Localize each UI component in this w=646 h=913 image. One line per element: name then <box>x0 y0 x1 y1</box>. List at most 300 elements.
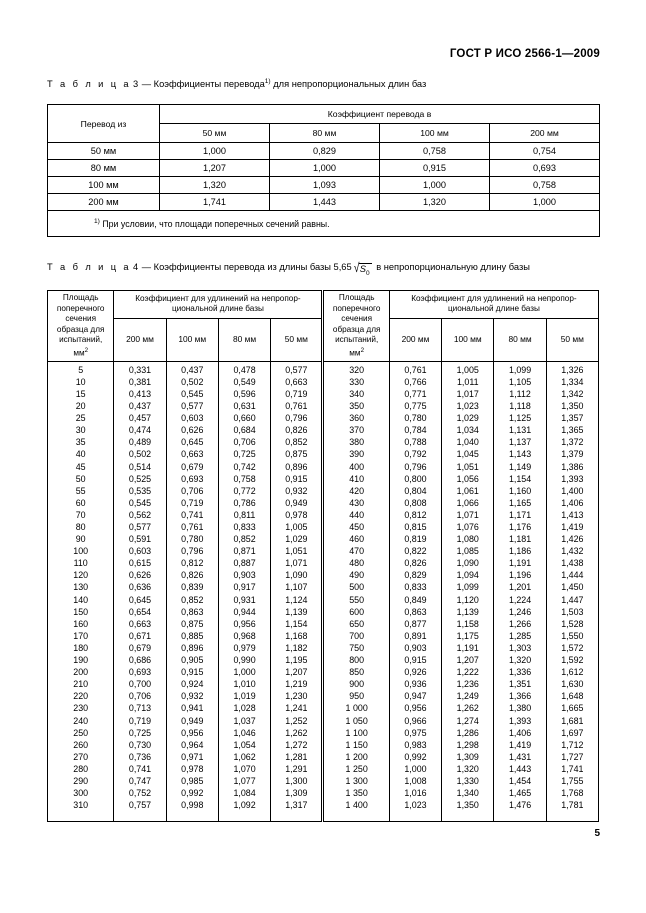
table4-header-area-left <box>48 291 114 362</box>
table4-cell-left: 0,903 <box>218 569 270 581</box>
table-row <box>48 436 599 448</box>
table4-cell-right: 1,665 <box>546 702 598 714</box>
table4-cell-left: 0,663 <box>166 448 218 460</box>
table4-cell-right: 1,262 <box>442 702 494 714</box>
header-area-line: поперечного <box>332 303 381 313</box>
standard-header: ГОСТ Р ИСО 2566-1—2009 <box>449 48 600 60</box>
table3-caption-text-before: Коэффициенты перевода <box>153 79 265 90</box>
table4-cell-right: 0,771 <box>389 388 441 400</box>
table4-cell-left: 0,863 <box>166 606 218 618</box>
table4-cell-right: 0,792 <box>389 448 441 460</box>
table4-cell-right: 1,080 <box>442 533 494 545</box>
table4-cell-left: 0,686 <box>114 654 166 666</box>
table4-cell-right: 1,450 <box>546 581 598 593</box>
table4-area-right: 1 150 <box>323 739 389 751</box>
table4-cell-right: 1,697 <box>546 727 598 739</box>
table4-caption-label: Т а б л и ц а <box>47 262 131 272</box>
table4-cell-right: 1,781 <box>546 799 598 811</box>
table4-cell-left: 0,752 <box>114 787 166 799</box>
table4-area-right: 1 100 <box>323 727 389 739</box>
table4-cell-left: 0,489 <box>114 436 166 448</box>
table4-area-left: 230 <box>48 702 114 714</box>
table4-cell-left: 0,985 <box>166 775 218 787</box>
table4-cell-right: 1,201 <box>494 581 546 593</box>
table4-area-left: 220 <box>48 690 114 702</box>
table4-area-right: 500 <box>323 581 389 593</box>
table4-cell-right: 1,320 <box>494 654 546 666</box>
table-row <box>48 727 599 739</box>
header-area-line: испытаний, <box>59 335 103 344</box>
table4-cell-left: 0,577 <box>166 400 218 412</box>
table4-cell-left: 0,852 <box>166 594 218 606</box>
table-row <box>48 497 599 509</box>
table3-cell: 0,829 <box>270 143 380 160</box>
table4-area-right: 460 <box>323 533 389 545</box>
table4-cell-right: 1,034 <box>442 424 494 436</box>
header-area-unit-exponent: 2 <box>84 346 89 354</box>
table4-cell-right: 0,815 <box>389 521 441 533</box>
table4-cell-right: 1,334 <box>546 376 598 388</box>
table4-caption-number: 4 <box>133 262 139 272</box>
table4-cell-right: 0,915 <box>389 654 441 666</box>
table4-cell-left: 0,949 <box>271 497 323 509</box>
table3-caption-footnote-marker: 1) <box>264 78 271 85</box>
table3-row-label: 80 мм <box>48 160 160 177</box>
table4-cell-right: 1,336 <box>494 666 546 678</box>
radicand-subscript: 0 <box>365 269 370 277</box>
table3-cell: 1,320 <box>160 177 270 194</box>
table4-cell-right: 1,125 <box>494 412 546 424</box>
table4-cell-left: 0,663 <box>114 618 166 630</box>
table4-cell-right: 1,224 <box>494 594 546 606</box>
table4-cell-right: 1,099 <box>442 581 494 593</box>
table4-cell-right: 1,393 <box>494 714 546 726</box>
table4-cell-right: 1,139 <box>442 606 494 618</box>
table4-cell-right: 1,118 <box>494 400 546 412</box>
table4-cell-right: 1,419 <box>546 521 598 533</box>
table4-area-right: 800 <box>323 654 389 666</box>
table4-area-left: 110 <box>48 557 114 569</box>
table4-cell-left: 1,070 <box>218 763 270 775</box>
table4-caption <box>47 262 530 279</box>
table4-cell-left: 0,525 <box>114 473 166 485</box>
table4-cell-left: 0,502 <box>166 376 218 388</box>
table3-cell: 1,741 <box>160 194 270 211</box>
table-row <box>48 787 599 799</box>
table4-cell-right: 1,298 <box>442 739 494 751</box>
table4-area-left: 40 <box>48 448 114 460</box>
table-row <box>48 460 599 472</box>
table4-cell-right: 1,550 <box>546 630 598 642</box>
page-number: 5 <box>594 828 600 839</box>
table4-cell-left: 0,852 <box>218 533 270 545</box>
table4-cell-left: 1,317 <box>271 799 323 811</box>
table4-cell-left: 0,915 <box>166 666 218 678</box>
table4-cell-left: 0,990 <box>218 654 270 666</box>
table4-cell-left: 0,502 <box>114 448 166 460</box>
header-area-unit-exponent: 2 <box>360 346 365 354</box>
table4-col-header: 200 мм <box>114 318 166 361</box>
table4-cell-left: 0,932 <box>166 690 218 702</box>
table4-area-left: 190 <box>48 654 114 666</box>
table4-header-row-1 <box>48 291 599 319</box>
table4-cell-left: 0,761 <box>166 521 218 533</box>
table4-area-right: 900 <box>323 678 389 690</box>
table4-cell-left: 0,741 <box>114 763 166 775</box>
table4-spacer-cell <box>48 811 114 822</box>
table4-cell-left: 0,437 <box>114 400 166 412</box>
header-area-line: Площадь <box>338 293 375 302</box>
table4-cell-right: 1,465 <box>494 787 546 799</box>
table4-cell-right: 0,800 <box>389 473 441 485</box>
table4-cell-right: 1,366 <box>494 690 546 702</box>
table-row <box>48 448 599 460</box>
table4-area-left: 20 <box>48 400 114 412</box>
table4-area-right: 440 <box>323 509 389 521</box>
table4-cell-right: 1,023 <box>389 799 441 811</box>
table4-cell-right: 1,266 <box>494 618 546 630</box>
table4-cell-right: 1,350 <box>442 799 494 811</box>
table4-area-right: 1 300 <box>323 775 389 787</box>
table4-cell-left: 0,992 <box>166 787 218 799</box>
table4-cell-left: 0,896 <box>271 460 323 472</box>
table4-cell-right: 1,393 <box>546 473 598 485</box>
table4-area-right: 950 <box>323 690 389 702</box>
table4-cell-left: 0,761 <box>271 400 323 412</box>
table-row <box>48 473 599 485</box>
table3-cell: 1,093 <box>270 177 380 194</box>
table-row <box>48 557 599 569</box>
header-group-line: циональной длине базы <box>171 304 264 314</box>
table-row <box>48 702 599 714</box>
table4-area-right: 340 <box>323 388 389 400</box>
table3-caption-number: 3 <box>133 79 139 90</box>
table3-cell: 0,693 <box>490 160 600 177</box>
table4-area-left: 10 <box>48 376 114 388</box>
table4-cell-left: 0,562 <box>114 509 166 521</box>
table4-area-right: 380 <box>323 436 389 448</box>
table4-cell-left: 0,413 <box>114 388 166 400</box>
table3-cell: 0,754 <box>490 143 600 160</box>
table4-cell-left: 0,833 <box>218 521 270 533</box>
table-row <box>48 485 599 497</box>
table4-cell-right: 1,029 <box>442 412 494 424</box>
table4-cell-left: 0,381 <box>114 376 166 388</box>
table4-cell-right: 1,320 <box>442 763 494 775</box>
table4-cell-right: 1,090 <box>442 557 494 569</box>
table4-cell-right: 1,419 <box>494 739 546 751</box>
table4-area-left: 310 <box>48 799 114 811</box>
table4-area-left: 160 <box>48 618 114 630</box>
table4-cell-right: 1,413 <box>546 509 598 521</box>
table4-cell-left: 0,474 <box>114 424 166 436</box>
table4-cell-right: 1,149 <box>494 460 546 472</box>
table4-area-left: 120 <box>48 569 114 581</box>
table4-cell-left: 0,684 <box>218 424 270 436</box>
table4-cell-left: 1,046 <box>218 727 270 739</box>
table4-area-right: 350 <box>323 400 389 412</box>
table4-area-left: 170 <box>48 630 114 642</box>
table4-cell-left: 0,700 <box>114 678 166 690</box>
table4-caption-text-after: в непропорциональную длину базы <box>376 262 530 272</box>
table4-cell-right: 1,236 <box>442 678 494 690</box>
table4-cell-left: 1,207 <box>271 666 323 678</box>
table3-caption-text-after: для непропорциональных длин баз <box>273 79 427 90</box>
table4-cell-right: 1,191 <box>494 557 546 569</box>
table4-cell-right: 1,222 <box>442 666 494 678</box>
table4-caption-dash: — <box>141 262 152 272</box>
table4-cell-right: 1,175 <box>442 630 494 642</box>
table3-header-row-1 <box>48 105 600 124</box>
table-row <box>48 177 600 194</box>
table4-cell-left: 0,603 <box>114 545 166 557</box>
table4-cell-right: 0,956 <box>389 702 441 714</box>
table4-spacer-cell <box>546 811 598 822</box>
table4-cell-right: 0,766 <box>389 376 441 388</box>
table4-area-right: 700 <box>323 630 389 642</box>
table4-cell-right: 1,094 <box>442 569 494 581</box>
table-row <box>48 581 599 593</box>
table4-cell-right: 1,181 <box>494 533 546 545</box>
table4-cell-left: 0,956 <box>166 727 218 739</box>
table-row <box>48 412 599 424</box>
table4-cell-left: 0,645 <box>166 436 218 448</box>
table4-spacer-row <box>48 811 599 822</box>
table4-cell-right: 1,023 <box>442 400 494 412</box>
table-row <box>48 594 599 606</box>
radical-icon: √ <box>353 260 360 275</box>
table4-cell-right: 1,099 <box>494 361 546 376</box>
table3-caption-label: Т а б л и ц а <box>47 79 131 90</box>
table4-cell-right: 0,804 <box>389 485 441 497</box>
table-row <box>48 763 599 775</box>
table4-area-left: 90 <box>48 533 114 545</box>
table4-cell-left: 0,478 <box>218 361 270 376</box>
table4-area-right: 1 200 <box>323 751 389 763</box>
table4-cell-left: 0,915 <box>271 473 323 485</box>
table3-footnote <box>48 211 600 237</box>
table4-cell-right: 1,406 <box>546 497 598 509</box>
table3 <box>47 104 600 237</box>
table4-cell-left: 0,780 <box>166 533 218 545</box>
table4-cell-left: 0,896 <box>166 642 218 654</box>
table3-row-label: 200 мм <box>48 194 160 211</box>
table4-area-right: 330 <box>323 376 389 388</box>
table4-cell-right: 1,246 <box>494 606 546 618</box>
table4-area-right: 450 <box>323 521 389 533</box>
table4-cell-left: 1,092 <box>218 799 270 811</box>
table4-col-header: 50 мм <box>546 318 598 361</box>
table4-area-right: 600 <box>323 606 389 618</box>
table4-col-header: 200 мм <box>389 318 441 361</box>
table4-cell-right: 1,137 <box>494 436 546 448</box>
table4-cell-right: 1,592 <box>546 654 598 666</box>
table4-cell-left: 0,603 <box>166 412 218 424</box>
table4-cell-left: 1,005 <box>271 521 323 533</box>
header-area-unit: мм <box>349 348 361 358</box>
table-row <box>48 509 599 521</box>
table4-area-right: 400 <box>323 460 389 472</box>
table4-cell-left: 0,730 <box>114 739 166 751</box>
table3-cell: 1,000 <box>270 160 380 177</box>
table-row <box>48 361 599 376</box>
table-row <box>48 666 599 678</box>
table4-cell-left: 1,090 <box>271 569 323 581</box>
table4-cell-right: 1,357 <box>546 412 598 424</box>
table4-cell-right: 1,379 <box>546 448 598 460</box>
table4-cell-left: 0,968 <box>218 630 270 642</box>
table4-cell-left: 0,978 <box>271 509 323 521</box>
table4-area-left: 290 <box>48 775 114 787</box>
table4-cell-right: 1,158 <box>442 618 494 630</box>
table4-cell-right: 1,285 <box>494 630 546 642</box>
table4-cell-left: 0,706 <box>114 690 166 702</box>
table4-cell-left: 0,577 <box>271 361 323 376</box>
table4-spacer-cell <box>218 811 270 822</box>
table4-cell-right: 1,400 <box>546 485 598 497</box>
table4-cell-right: 1,438 <box>546 557 598 569</box>
table4-cell-right: 1,165 <box>494 497 546 509</box>
table4-area-left: 55 <box>48 485 114 497</box>
table4-cell-right: 1,011 <box>442 376 494 388</box>
table-row <box>48 194 600 211</box>
table4-cell-left: 0,742 <box>218 460 270 472</box>
table4-spacer-cell <box>323 811 389 822</box>
table4-cell-right: 0,947 <box>389 690 441 702</box>
table4-cell-right: 1,342 <box>546 388 598 400</box>
table4-cell-right: 1,648 <box>546 690 598 702</box>
table4-col-header: 100 мм <box>442 318 494 361</box>
table4-cell-right: 1,274 <box>442 714 494 726</box>
table4-cell-right: 1,326 <box>546 361 598 376</box>
table4-cell-right: 0,775 <box>389 400 441 412</box>
table4-head <box>48 291 599 362</box>
table4-cell-right: 0,819 <box>389 533 441 545</box>
table4-area-left: 80 <box>48 521 114 533</box>
table4-cell-right: 1,712 <box>546 739 598 751</box>
table4-cell-left: 0,654 <box>114 606 166 618</box>
table4-area-left: 50 <box>48 473 114 485</box>
table4-cell-left: 0,719 <box>271 388 323 400</box>
table-row <box>48 388 599 400</box>
table4-area-right: 420 <box>323 485 389 497</box>
table4-cell-right: 1,045 <box>442 448 494 460</box>
table4-area-right: 370 <box>323 424 389 436</box>
header-group-line: циональной длине базы <box>447 304 540 314</box>
table4-area-right: 850 <box>323 666 389 678</box>
table3-cell: 1,320 <box>380 194 490 211</box>
table4-cell-right: 1,431 <box>494 751 546 763</box>
table-row <box>48 400 599 412</box>
table4-area-left: 35 <box>48 436 114 448</box>
table4-cell-right: 0,812 <box>389 509 441 521</box>
table-row <box>48 618 599 630</box>
table4-cell-left: 0,887 <box>218 557 270 569</box>
table3-cell: 0,758 <box>490 177 600 194</box>
table4-cell-left: 1,000 <box>218 666 270 678</box>
table-row <box>48 376 599 388</box>
table4-cell-left: 0,535 <box>114 485 166 497</box>
table4-cell-left: 0,932 <box>271 485 323 497</box>
table4-area-left: 100 <box>48 545 114 557</box>
table4-area-right: 480 <box>323 557 389 569</box>
table4-cell-left: 1,195 <box>271 654 323 666</box>
table4-cell-right: 1,160 <box>494 485 546 497</box>
table4-cell-right: 1,154 <box>494 473 546 485</box>
table3-footnote-row <box>48 211 600 237</box>
table4-cell-right: 1,476 <box>494 799 546 811</box>
radicand <box>359 263 372 279</box>
table4-cell-left: 0,626 <box>114 569 166 581</box>
table4-cell-right: 1,444 <box>546 569 598 581</box>
table-row <box>48 678 599 690</box>
table4-cell-left: 1,262 <box>271 727 323 739</box>
table4-area-left: 30 <box>48 424 114 436</box>
table3-cell: 1,000 <box>490 194 600 211</box>
table4-cell-right: 1,330 <box>442 775 494 787</box>
table4-cell-left: 0,964 <box>166 739 218 751</box>
table4-cell-right: 0,829 <box>389 569 441 581</box>
header-area-line: Площадь <box>62 293 99 302</box>
table-row <box>48 160 600 177</box>
table4-cell-left: 0,693 <box>166 473 218 485</box>
table4-cell-left: 0,875 <box>166 618 218 630</box>
table4-spacer-cell <box>271 811 323 822</box>
table4-area-left: 260 <box>48 739 114 751</box>
table4-cell-left: 0,931 <box>218 594 270 606</box>
table4-cell-left: 0,979 <box>218 642 270 654</box>
table4-cell-left: 1,028 <box>218 702 270 714</box>
table4-cell-right: 0,808 <box>389 497 441 509</box>
table4-cell-right: 1,447 <box>546 594 598 606</box>
table4-cell-left: 0,812 <box>166 557 218 569</box>
table4-area-right: 1 000 <box>323 702 389 714</box>
table3-caption-dash: — <box>141 79 152 90</box>
table4-cell-left: 0,437 <box>166 361 218 376</box>
table4-spacer-cell <box>114 811 166 822</box>
table4-cell-left: 0,949 <box>166 714 218 726</box>
table4-cell-right: 0,975 <box>389 727 441 739</box>
table4-col-header: 100 мм <box>166 318 218 361</box>
table4-cell-left: 1,252 <box>271 714 323 726</box>
table4-area-left: 70 <box>48 509 114 521</box>
header-area-unit: мм <box>73 348 85 358</box>
table4-area-left: 240 <box>48 714 114 726</box>
table4-cell-right: 1,186 <box>494 545 546 557</box>
table4-area-right: 430 <box>323 497 389 509</box>
table-row <box>48 654 599 666</box>
table4-cell-right: 1,112 <box>494 388 546 400</box>
table4-cell-right: 1,386 <box>546 460 598 472</box>
table4-cell-right: 1,040 <box>442 436 494 448</box>
table4-cell-right: 0,992 <box>389 751 441 763</box>
table4-cell-left: 1,241 <box>271 702 323 714</box>
table4-cell-left: 1,281 <box>271 751 323 763</box>
table4-cell-left: 1,309 <box>271 787 323 799</box>
table4-area-left: 210 <box>48 678 114 690</box>
table4-cell-right: 1,008 <box>389 775 441 787</box>
table4-body <box>48 361 599 821</box>
table4-cell-left: 0,747 <box>114 775 166 787</box>
table4-cell-right: 1,443 <box>494 763 546 775</box>
table4-cell-right: 1,071 <box>442 509 494 521</box>
table4-area-right: 320 <box>323 361 389 376</box>
table4-cell-left: 1,037 <box>218 714 270 726</box>
table4-cell-right: 0,826 <box>389 557 441 569</box>
table4-cell-right: 1,056 <box>442 473 494 485</box>
table4-area-left: 45 <box>48 460 114 472</box>
table4-area-right: 1 050 <box>323 714 389 726</box>
